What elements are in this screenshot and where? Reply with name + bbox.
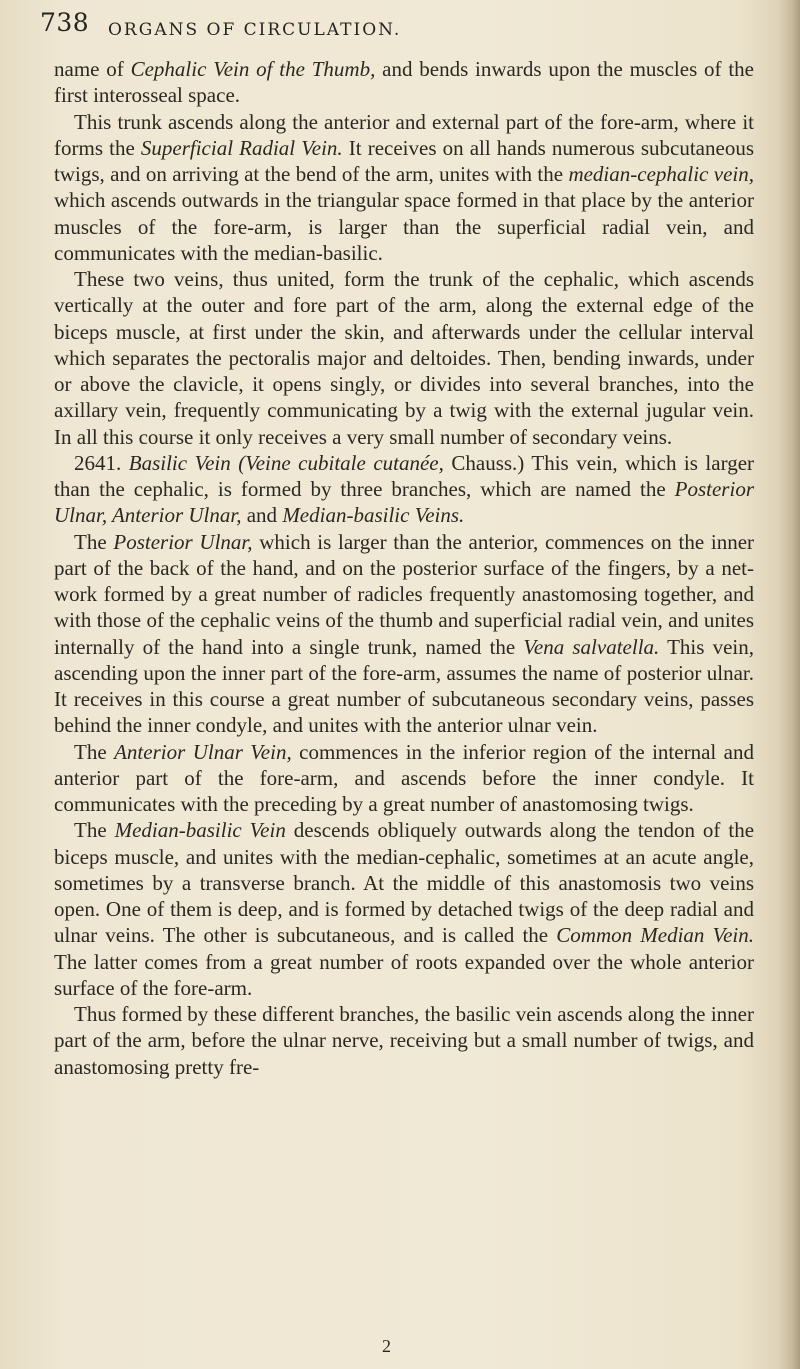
- text-run: These two veins, thus united, form the trunk of the cephalic, which ascends vertically at the outer and fore part of the arm, along the external edge of the biceps muscle, at first under the skin, and afterwards under the cellular interval which separates the pectoralis major and deltoides. Then, bending inwards, under or above the clavicle, it opens singly, or divides into several branches, into the axillary vein, frequently communicating by a twig with the external jugular vein. In all this course it only receives a very small number of secondary veins.: [54, 267, 754, 449]
- text-run: The: [74, 818, 115, 843]
- paragraph: [54, 817, 754, 1001]
- italic-term: Vena salvatella.: [523, 634, 660, 659]
- text-run: descends obliquely outwards along the tendon of the biceps muscle, and unites with the median-cephalic, sometimes at an acute angle, sometimes by a transverse branch. At the middle of this anastomosis two veins open. One of them is deep, and is formed by detached twigs of the deep radial and ulnar veins. The other is subcutaneous, and is called the: [54, 818, 755, 948]
- italic-term: Median-basilic Vein: [114, 818, 286, 843]
- text-run: The: [74, 739, 115, 764]
- text-run: The: [74, 529, 114, 554]
- italic-term: Common Median Vein.: [556, 923, 754, 948]
- paragraph: [54, 450, 754, 529]
- text-run: This trunk ascends along the anterior and external part of the fore-arm, where it forms the: [54, 109, 754, 160]
- text-run: commences in the inferior region of the internal and anterior part of the fore-arm, and ascends before the inner condyle. It communicates with the preceding by a great number of anastomosing twigs.: [54, 739, 754, 816]
- body-text: [54, 56, 754, 1080]
- paragraph: [54, 266, 754, 450]
- italic-term: Anterior Ulnar Vein,: [114, 739, 292, 764]
- text-run: and: [241, 503, 283, 528]
- italic-term: Basilic Vein (Veine cubitale cutanée,: [128, 450, 444, 475]
- italic-term: Cephalic Vein of the Thumb,: [130, 57, 376, 81]
- page-number: 738: [40, 8, 90, 37]
- page-header: [40, 8, 760, 48]
- text-run: which ascends outwards in the triangular space formed in that place by the anterior muscles of the fore-arm, is larger than the superficial radial vein, and communicates with the median-basilic.: [54, 188, 754, 265]
- running-head: ORGANS OF CIRCULATION.: [108, 20, 402, 40]
- paragraph: [54, 56, 754, 109]
- signature-mark: 2: [382, 1336, 391, 1356]
- paragraph: [54, 1001, 754, 1080]
- text-run: and bends inwards upon the muscles of the first interosseal space.: [54, 57, 754, 108]
- italic-term: Median-basilic Veins.: [282, 503, 465, 528]
- paragraph: [54, 739, 754, 818]
- text-run: The latter comes from a great number of roots expanded over the whole anterior surface of the fore-arm.: [54, 949, 754, 1000]
- text-run: This vein, ascending upon the inner part of the fore-arm, assumes the name of posterior ulnar. It receives in this course a great number of subcutaneous secondary veins, passes behind the inner condyle, and unites with the anterior ulnar vein.: [54, 634, 754, 738]
- text-run: which is larger than the anterior, commences on the inner part of the back of the hand, and on the posterior surface of the fingers, by a net-work formed by a great number of radicles frequently anastomosing together, and with those of the cephalic veins of the thumb and superficial radial vein, and unites internally of the hand into a single trunk, named the: [54, 529, 755, 659]
- italic-term: Superficial Radial Vein.: [140, 135, 343, 160]
- text-run: name of: [54, 57, 131, 81]
- text-run: 2641.: [74, 450, 129, 475]
- text-run: It receives on all hands numerous subcutaneous twigs, and on arriving at the bend of the arm, unites with the: [54, 135, 754, 186]
- italic-term: median-cephalic vein,: [568, 162, 754, 186]
- italic-term: Posterior Ulnar, Anterior Ulnar,: [54, 477, 754, 528]
- paragraph: [54, 109, 754, 267]
- text-run: Chauss.) This vein, which is larger than the cephalic, is formed by three branches, which are named the: [54, 450, 755, 501]
- paragraph: [54, 529, 754, 739]
- text-run: Thus formed by these different branches, the basilic vein ascends along the inner part of the arm, before the ulnar nerve, receiving but a small number of twigs, and anastomosing pretty fre-: [54, 1002, 754, 1079]
- page-edge-shadow: [778, 0, 800, 1369]
- italic-term: Posterior Ulnar,: [113, 529, 253, 554]
